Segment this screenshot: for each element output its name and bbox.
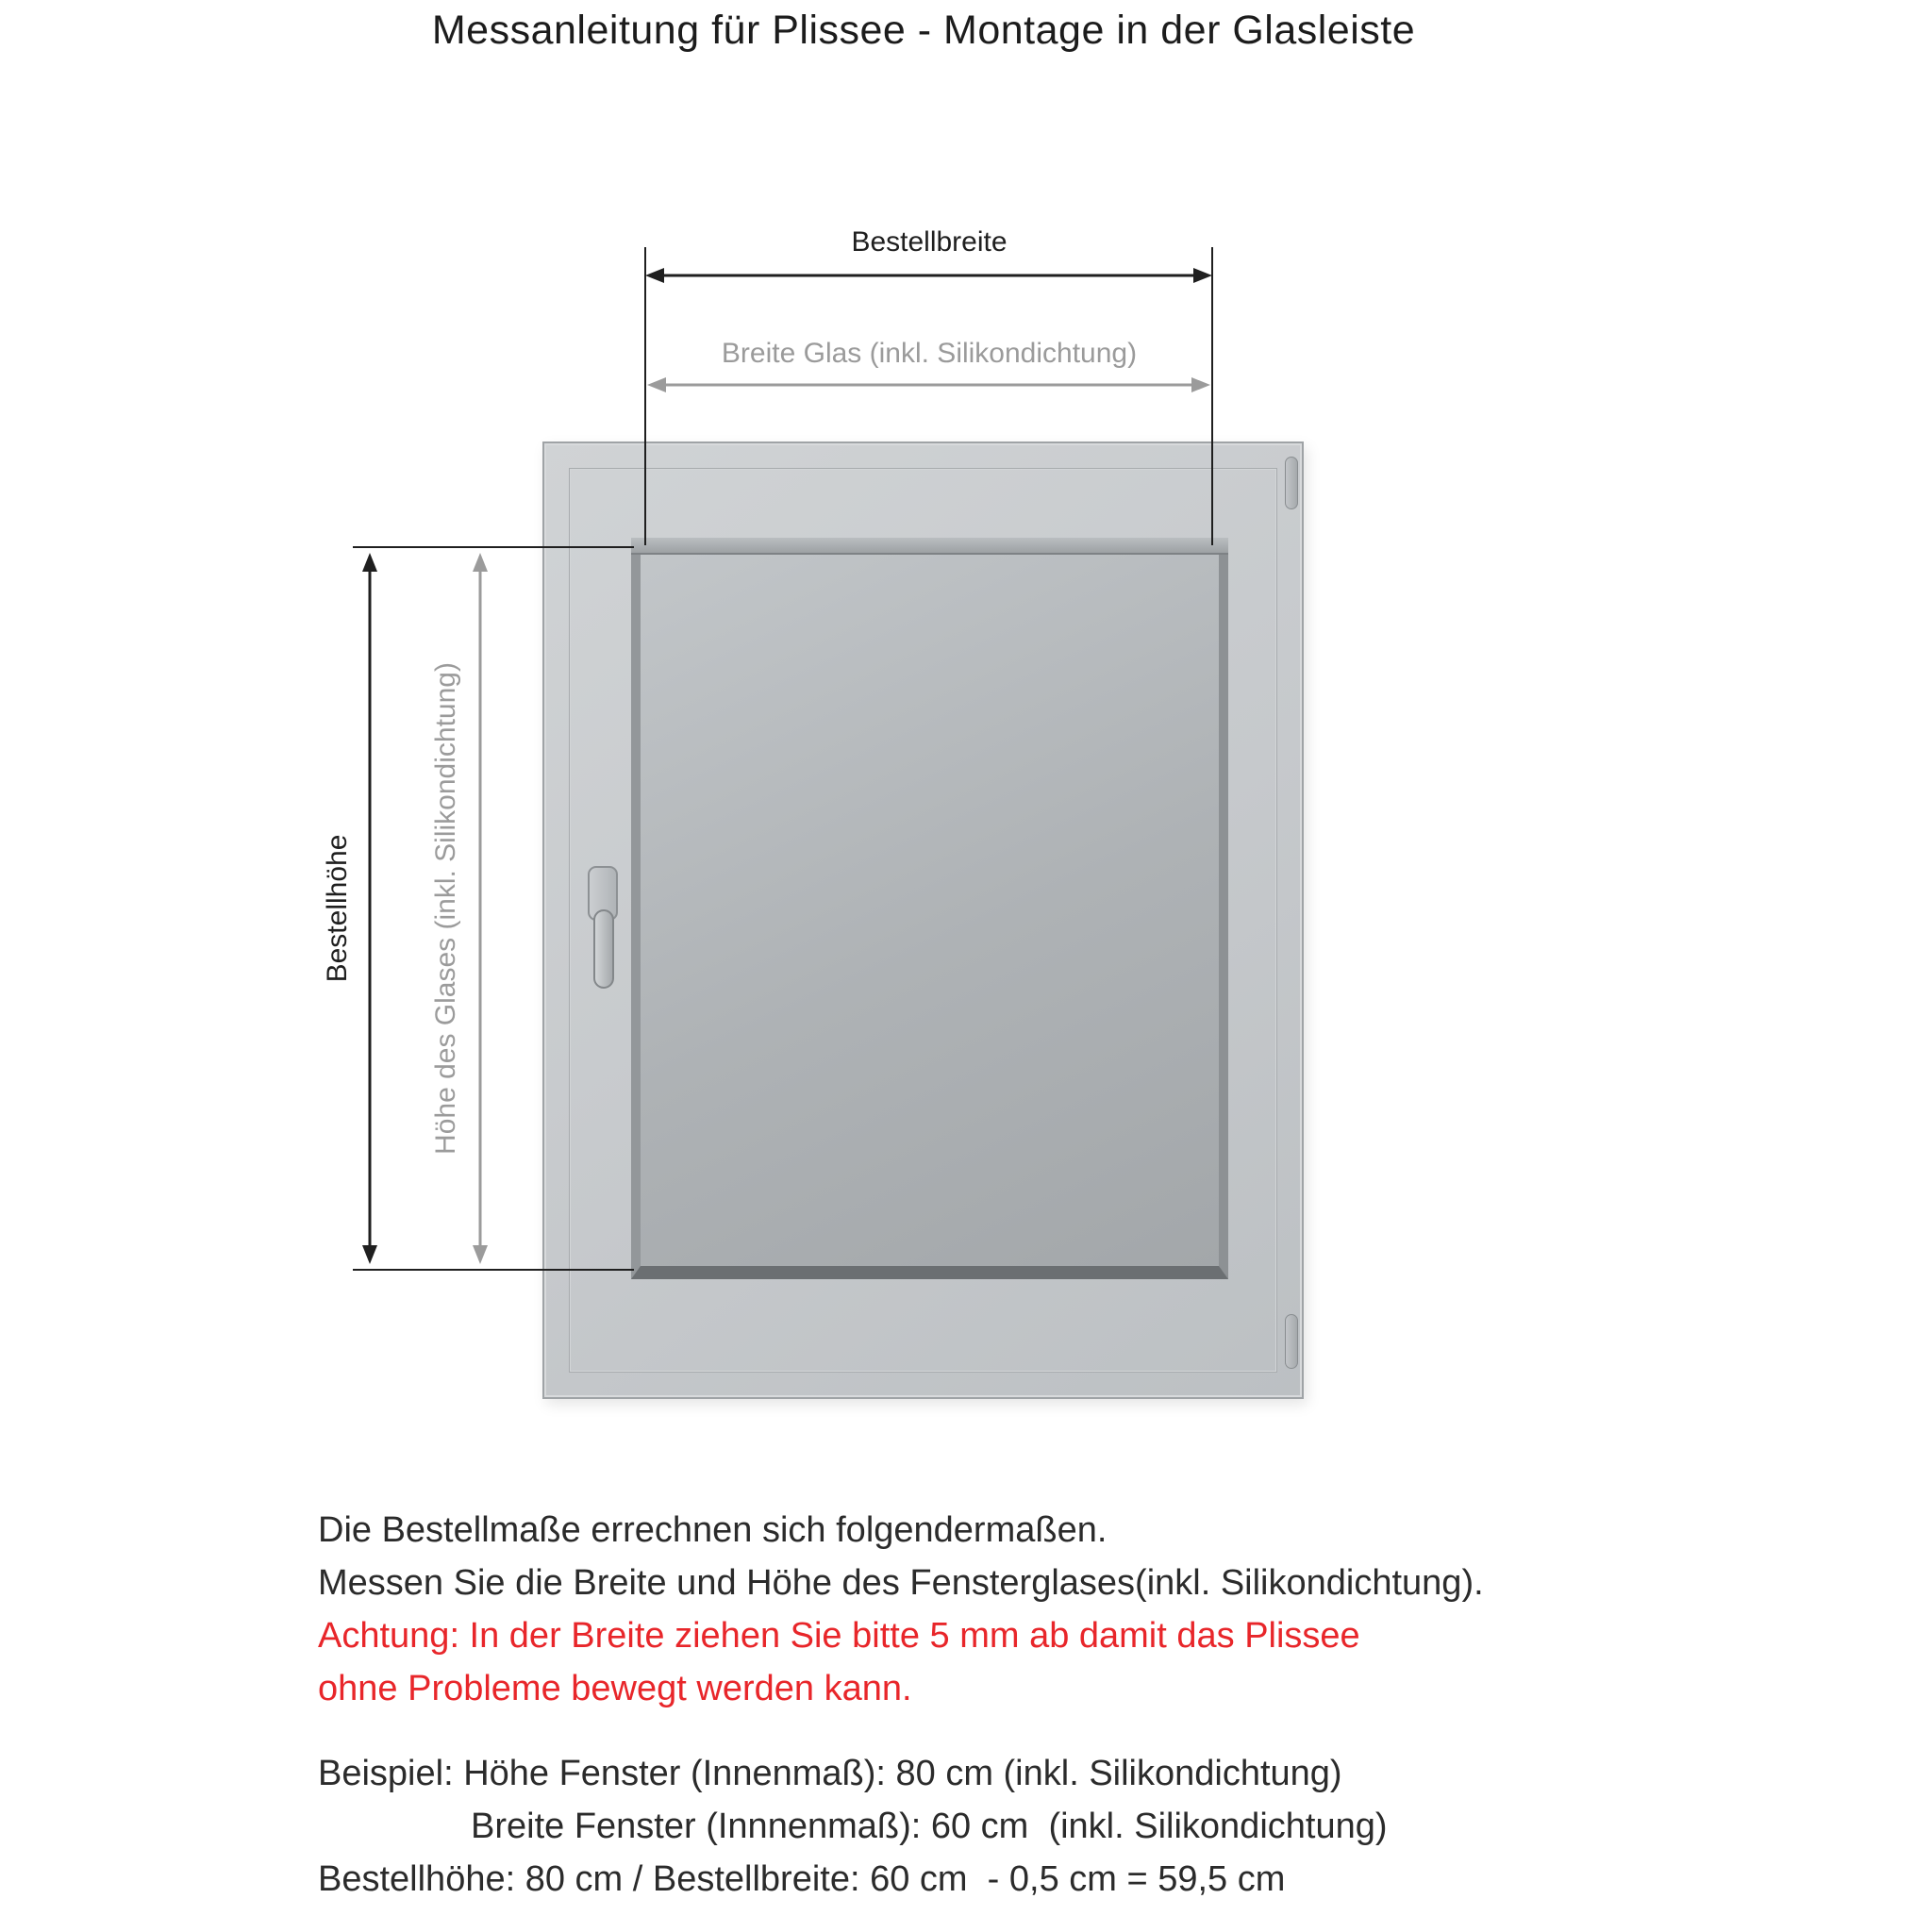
glass-height-label: Höhe des Glases (inkl. Silikondichtung) (430, 662, 461, 1155)
warning-line-1: Achtung: In der Breite ziehen Sie bitte 5 mm ab damit das Plissee (318, 1616, 1360, 1656)
example-line-1: Beispiel: Höhe Fenster (Innenmaß): 80 cm (inkl. Silikondichtung) (318, 1754, 1342, 1793)
order-height-label: Bestellhöhe (322, 834, 353, 983)
order-width-label: Bestellbreite (851, 226, 1008, 258)
example-line-2: Breite Fenster (Innnenmaß): 60 cm (inkl. Silikondichtung) (471, 1807, 1388, 1846)
window-hinge-top (1285, 457, 1298, 509)
text-spacer (318, 1715, 1790, 1747)
instructions-block (318, 1504, 1790, 1906)
window-frame (542, 441, 1304, 1399)
intro-line-2: Messen Sie die Breite und Höhe des Fensterglases(inkl. Silikondichtung). (318, 1563, 1484, 1603)
intro-line-1: Die Bestellmaße errechnen sich folgendermaßen. (318, 1510, 1108, 1550)
warning-line-2: ohne Probleme bewegt werden kann. (318, 1669, 912, 1708)
glass-width-label: Breite Glas (inkl. Silikondichtung) (721, 338, 1138, 369)
plissee-top-rail (631, 538, 1228, 555)
page-title: Messanleitung für Plissee - Montage in der Glasleiste (431, 8, 1416, 53)
example-line-3: Bestellhöhe: 80 cm / Bestellbreite: 60 cm - 0,5 cm = 59,5 cm (318, 1859, 1286, 1899)
window-handle (593, 909, 614, 989)
window-hinge-bottom (1285, 1314, 1298, 1369)
window-glass (631, 538, 1228, 1279)
